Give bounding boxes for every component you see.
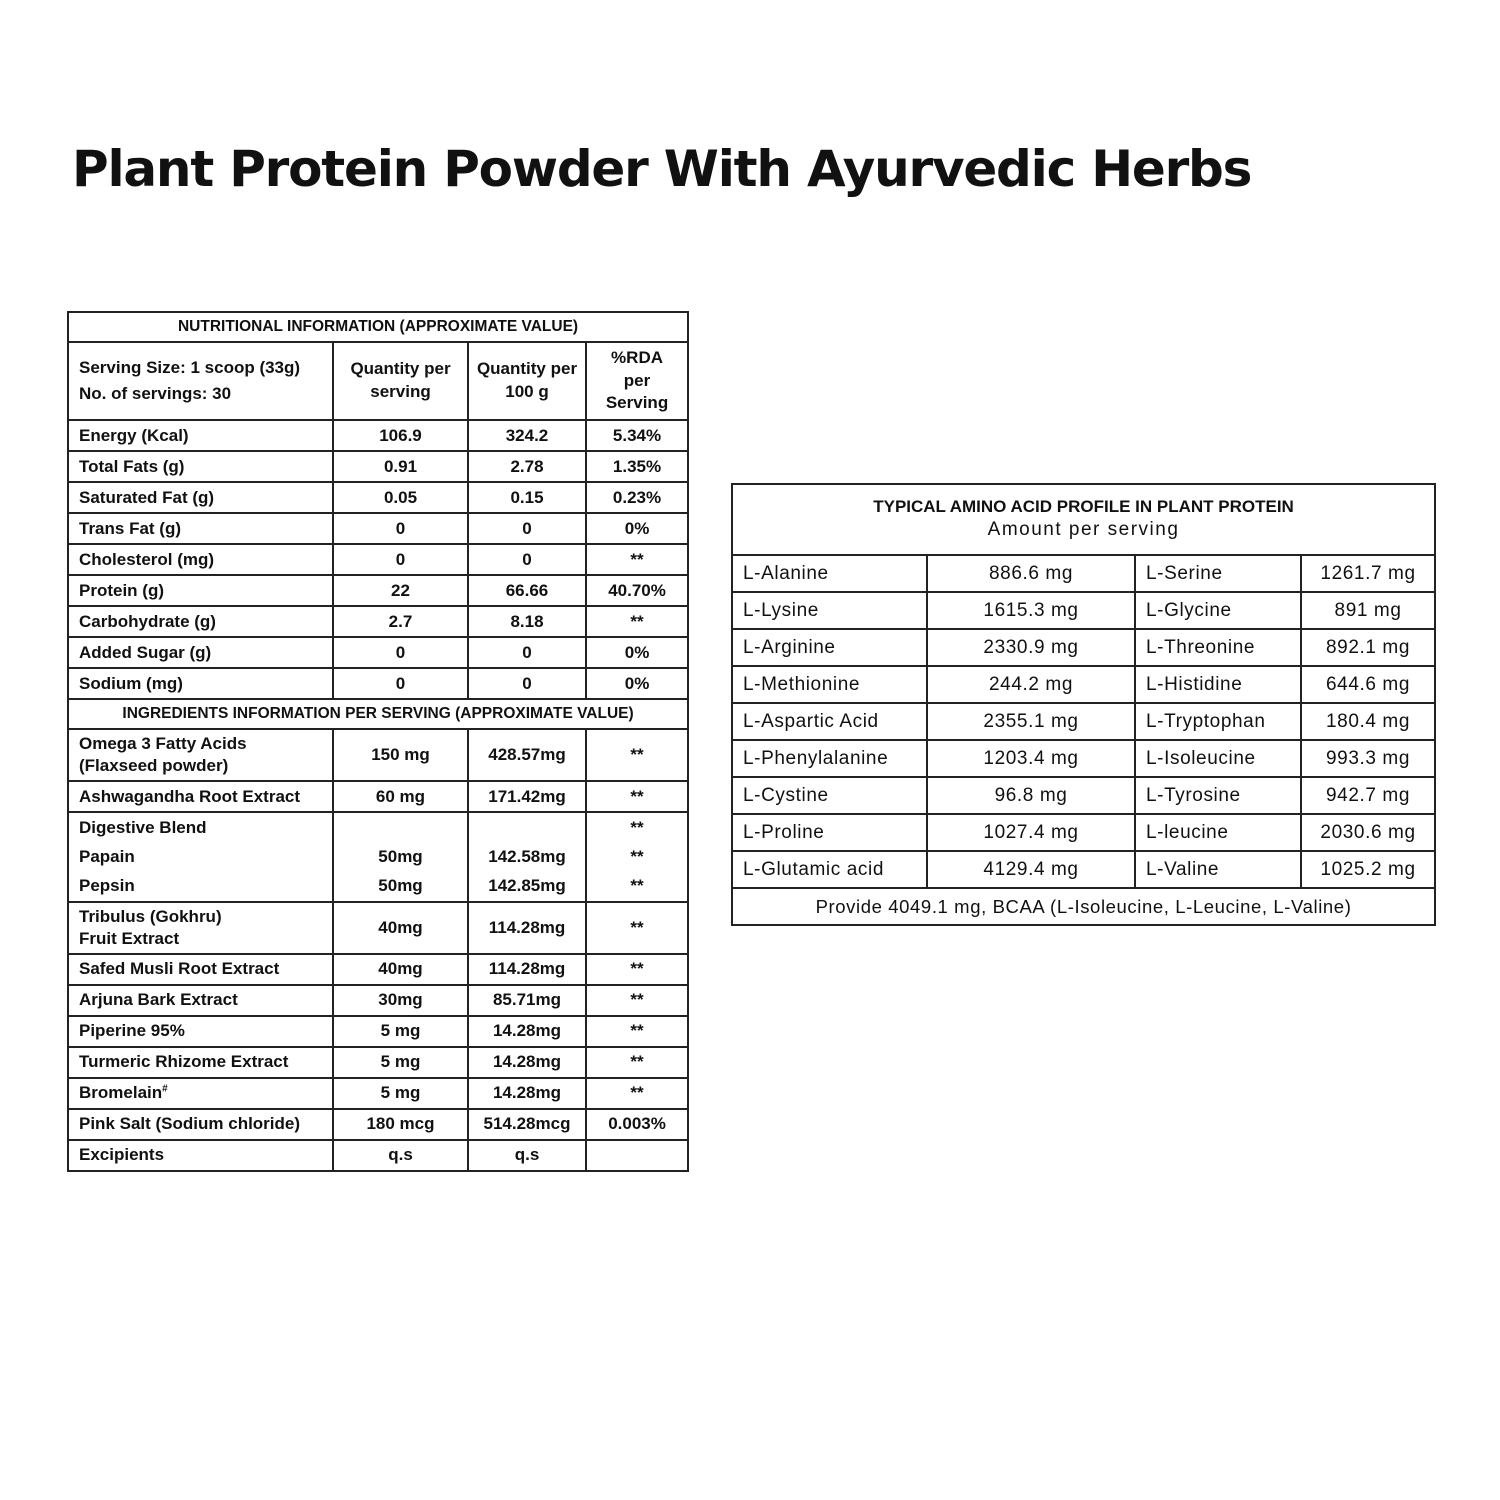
amino-name: L-Serine (1135, 555, 1301, 592)
amino-value: 96.8 mg (927, 777, 1135, 814)
amino-value: 180.4 mg (1301, 703, 1435, 740)
qty-per-serving: 5 mg (333, 1016, 468, 1047)
ingredients-header: INGREDIENTS INFORMATION PER SERVING (APPROXIMATE VALUE) (68, 699, 688, 729)
qty-per-100g: 2.78 (468, 451, 586, 482)
qty-per-serving: 180 mcg (333, 1109, 468, 1140)
rda-value: 0.23% (586, 482, 688, 513)
amino-row (732, 851, 1435, 888)
digestive-blend-row (68, 812, 688, 902)
amino-name: L-Histidine (1135, 666, 1301, 703)
amino-row (732, 555, 1435, 592)
rda-value: 5.34% (586, 420, 688, 451)
ingredient-name (68, 902, 333, 954)
qty-per-100g: 114.28mg (468, 902, 586, 954)
amino-value: 1615.3 mg (927, 592, 1135, 629)
nutrient-row (68, 637, 688, 668)
amino-value: 891 mg (1301, 592, 1435, 629)
rda-value: 40.70% (586, 575, 688, 606)
amino-value: 2030.6 mg (1301, 814, 1435, 851)
serving-info (68, 342, 333, 420)
rda-value: 0.003% (586, 1109, 688, 1140)
ingredient-row (68, 985, 688, 1016)
ingredient-row (68, 1140, 688, 1171)
papain-per100: 142.58mg (488, 847, 566, 867)
col-header-rda-line2: per (623, 370, 651, 390)
rda-value: 0% (586, 668, 688, 699)
amino-name: L-Proline (732, 814, 927, 851)
amino-value: 1027.4 mg (927, 814, 1135, 851)
qty-per-100g: 428.57mg (468, 729, 586, 781)
amino-name: L-Phenylalanine (732, 740, 927, 777)
ingredient-name-line2: Fruit Extract (79, 928, 180, 948)
amino-name: L-Cystine (732, 777, 927, 814)
qty-per-100g: q.s (468, 1140, 586, 1171)
nutrient-name: Added Sugar (g) (68, 637, 333, 668)
amino-footer-row (732, 888, 1435, 925)
qty-per-100g: 14.28mg (468, 1078, 586, 1109)
pepsin-name: Pepsin (79, 876, 135, 896)
ingredient-name: Piperine 95% (68, 1016, 333, 1047)
nutrition-header-row (68, 312, 688, 342)
ingredient-name (68, 729, 333, 781)
ingredient-name: Arjuna Bark Extract (68, 985, 333, 1016)
nutrient-row (68, 420, 688, 451)
ingredient-row (68, 729, 688, 781)
ingredients-header-row (68, 699, 688, 729)
bromelain-name: Bromelain (79, 1083, 163, 1103)
rda-value: ** (586, 1016, 688, 1047)
rda-value: ** (586, 954, 688, 985)
qty-per-serving: 2.7 (333, 606, 468, 637)
qty-per-100g: 8.18 (468, 606, 586, 637)
bcaa-note: Provide 4049.1 mg, BCAA (L-Isoleucine, L-Leucine, L-Valine) (732, 888, 1435, 925)
qty-per-100g: 514.28mcg (468, 1109, 586, 1140)
amino-name: L-Glutamic acid (732, 851, 927, 888)
nutrient-row (68, 513, 688, 544)
col-header-100g-line2: 100 g (505, 382, 549, 401)
nutrient-row (68, 544, 688, 575)
qty-per-100g: 85.71mg (468, 985, 586, 1016)
rda-value (586, 1140, 688, 1171)
amino-row (732, 629, 1435, 666)
qty-per-serving: 40mg (333, 954, 468, 985)
qty-per-100g: 66.66 (468, 575, 586, 606)
qty-per-serving: 0 (333, 513, 468, 544)
rda-value: ** (586, 902, 688, 954)
amino-value: 2330.9 mg (927, 629, 1135, 666)
qty-per-serving: 30mg (333, 985, 468, 1016)
nutrient-name: Cholesterol (mg) (68, 544, 333, 575)
ingredient-name: Safed Musli Root Extract (68, 954, 333, 985)
ingredient-row (68, 781, 688, 812)
digestive-blend-names (68, 812, 333, 902)
qty-per-100g: 0.15 (468, 482, 586, 513)
rda-value: 0% (586, 513, 688, 544)
amino-row (732, 814, 1435, 851)
amino-name: L-Glycine (1135, 592, 1301, 629)
amino-name: L-Methionine (732, 666, 927, 703)
col-header-serving-line2: serving (370, 382, 431, 401)
ingredient-name-line1: Omega 3 Fatty Acids (79, 733, 247, 753)
ingredient-row (68, 902, 688, 954)
amino-value: 4129.4 mg (927, 851, 1135, 888)
nutrient-row (68, 668, 688, 699)
qty-per-100g: 0 (468, 513, 586, 544)
qty-per-100g: 0 (468, 637, 586, 668)
papain-name: Papain (79, 847, 135, 867)
nutrient-row (68, 606, 688, 637)
rda-value: ** (586, 1078, 688, 1109)
nutrition-header: NUTRITIONAL INFORMATION (APPROXIMATE VALUE) (68, 312, 688, 342)
qty-per-100g: 324.2 (468, 420, 586, 451)
amino-value: 1203.4 mg (927, 740, 1135, 777)
amino-acid-table (731, 483, 1436, 926)
blank-line (334, 813, 467, 842)
ingredient-name-line2: (Flaxseed powder) (79, 756, 229, 775)
qty-per-serving: 150 mg (333, 729, 468, 781)
ingredient-row (68, 1047, 688, 1078)
rda-value: 1.35% (586, 451, 688, 482)
amino-name: L-Aspartic Acid (732, 703, 927, 740)
digestive-blend-per100 (468, 812, 586, 902)
amino-name: L-leucine (1135, 814, 1301, 851)
nutrition-table (67, 311, 689, 1172)
col-header-serving-line1: Quantity per (350, 359, 451, 379)
digestive-blend-label: Digestive Blend (79, 818, 207, 837)
amino-row (732, 740, 1435, 777)
qty-per-serving: 40mg (333, 902, 468, 954)
amino-name: L-Lysine (732, 592, 927, 629)
col-header-100g-line1: Quantity per (476, 359, 578, 379)
qty-per-serving: 0 (333, 637, 468, 668)
qty-per-100g: 14.28mg (468, 1016, 586, 1047)
amino-name: L-Tyrosine (1135, 777, 1301, 814)
rda-value: ** (586, 985, 688, 1016)
ingredient-name: Pink Salt (Sodium chloride) (68, 1109, 333, 1140)
qty-per-serving: 0 (333, 668, 468, 699)
nutrient-name: Protein (g) (68, 575, 333, 606)
column-header-row (68, 342, 688, 420)
digestive-blend-rda (586, 812, 688, 902)
amino-header (732, 484, 1435, 555)
papain-serving: 50mg (378, 847, 423, 867)
pepsin-rda: ** (630, 876, 644, 896)
amino-name: L-Arginine (732, 629, 927, 666)
amino-row (732, 777, 1435, 814)
ingredient-name: Turmeric Rhizome Extract (68, 1047, 333, 1078)
ingredient-name: Ashwagandha Root Extract (68, 781, 333, 812)
pepsin-per100: 142.85mg (488, 876, 566, 896)
papain-rda: ** (630, 847, 644, 867)
amino-name: L-Tryptophan (1135, 703, 1301, 740)
nutrient-name: Saturated Fat (g) (68, 482, 333, 513)
qty-per-serving: 0.05 (333, 482, 468, 513)
amino-name: L-Isoleucine (1135, 740, 1301, 777)
rda-value: ** (586, 544, 688, 575)
col-header-rda (586, 342, 688, 420)
ingredient-name-line1: Tribulus (Gokhru) (79, 906, 222, 926)
qty-per-serving: q.s (333, 1140, 468, 1171)
amino-row (732, 666, 1435, 703)
ingredient-row (68, 1016, 688, 1047)
amino-name: L-Alanine (732, 555, 927, 592)
nutrient-name: Carbohydrate (g) (68, 606, 333, 637)
nutrient-name: Sodium (mg) (68, 668, 333, 699)
rda-value: ** (586, 606, 688, 637)
nutrient-name: Total Fats (g) (68, 451, 333, 482)
amino-title: TYPICAL AMINO ACID PROFILE IN PLANT PROTEIN (873, 497, 1294, 517)
qty-per-100g: 14.28mg (468, 1047, 586, 1078)
amino-value: 892.1 mg (1301, 629, 1435, 666)
amino-row (732, 592, 1435, 629)
amino-value: 1025.2 mg (1301, 851, 1435, 888)
qty-per-serving: 22 (333, 575, 468, 606)
amino-subtitle: Amount per serving (987, 519, 1180, 541)
qty-per-serving: 0.91 (333, 451, 468, 482)
amino-row (732, 703, 1435, 740)
amino-name: L-Valine (1135, 851, 1301, 888)
amino-value: 993.3 mg (1301, 740, 1435, 777)
amino-value: 942.7 mg (1301, 777, 1435, 814)
ingredient-row (68, 1109, 688, 1140)
ingredient-name: Excipients (68, 1140, 333, 1171)
amino-value: 1261.7 mg (1301, 555, 1435, 592)
blank-line (469, 813, 585, 842)
col-header-serving (333, 342, 468, 420)
page-title: Plant Protein Powder With Ayurvedic Herbs (72, 140, 1252, 198)
qty-per-serving: 106.9 (333, 420, 468, 451)
digestive-blend-serving (333, 812, 468, 902)
digestive-blend-label-rda: ** (630, 818, 644, 837)
nutrient-name: Energy (Kcal) (68, 420, 333, 451)
nutrient-row (68, 575, 688, 606)
qty-per-100g: 0 (468, 668, 586, 699)
nutrient-name: Trans Fat (g) (68, 513, 333, 544)
ingredient-row (68, 1078, 688, 1109)
amino-value: 886.6 mg (927, 555, 1135, 592)
rda-value: ** (586, 729, 688, 781)
bromelain-footnote-mark: # (162, 1083, 168, 1095)
col-header-rda-line3: Serving (605, 393, 669, 413)
amino-name: L-Threonine (1135, 629, 1301, 666)
rda-value: ** (586, 1047, 688, 1078)
pepsin-serving: 50mg (378, 876, 423, 896)
qty-per-serving: 60 mg (333, 781, 468, 812)
qty-per-serving: 0 (333, 544, 468, 575)
qty-per-100g: 0 (468, 544, 586, 575)
amino-header-row (732, 484, 1435, 555)
amino-value: 644.6 mg (1301, 666, 1435, 703)
amino-value: 2355.1 mg (927, 703, 1135, 740)
nutrient-row (68, 482, 688, 513)
rda-value: ** (586, 781, 688, 812)
qty-per-serving: 5 mg (333, 1078, 468, 1109)
qty-per-serving: 5 mg (333, 1047, 468, 1078)
col-header-100g (468, 342, 586, 420)
nutrient-row (68, 451, 688, 482)
col-header-rda-line1: %RDA (611, 347, 663, 367)
ingredient-row (68, 954, 688, 985)
qty-per-100g: 114.28mg (468, 954, 586, 985)
ingredient-name (68, 1078, 333, 1109)
serving-size: Serving Size: 1 scoop (33g) (79, 357, 301, 377)
servings-count: No. of servings: 30 (79, 384, 232, 403)
amino-value: 244.2 mg (927, 666, 1135, 703)
rda-value: 0% (586, 637, 688, 668)
qty-per-100g: 171.42mg (468, 781, 586, 812)
